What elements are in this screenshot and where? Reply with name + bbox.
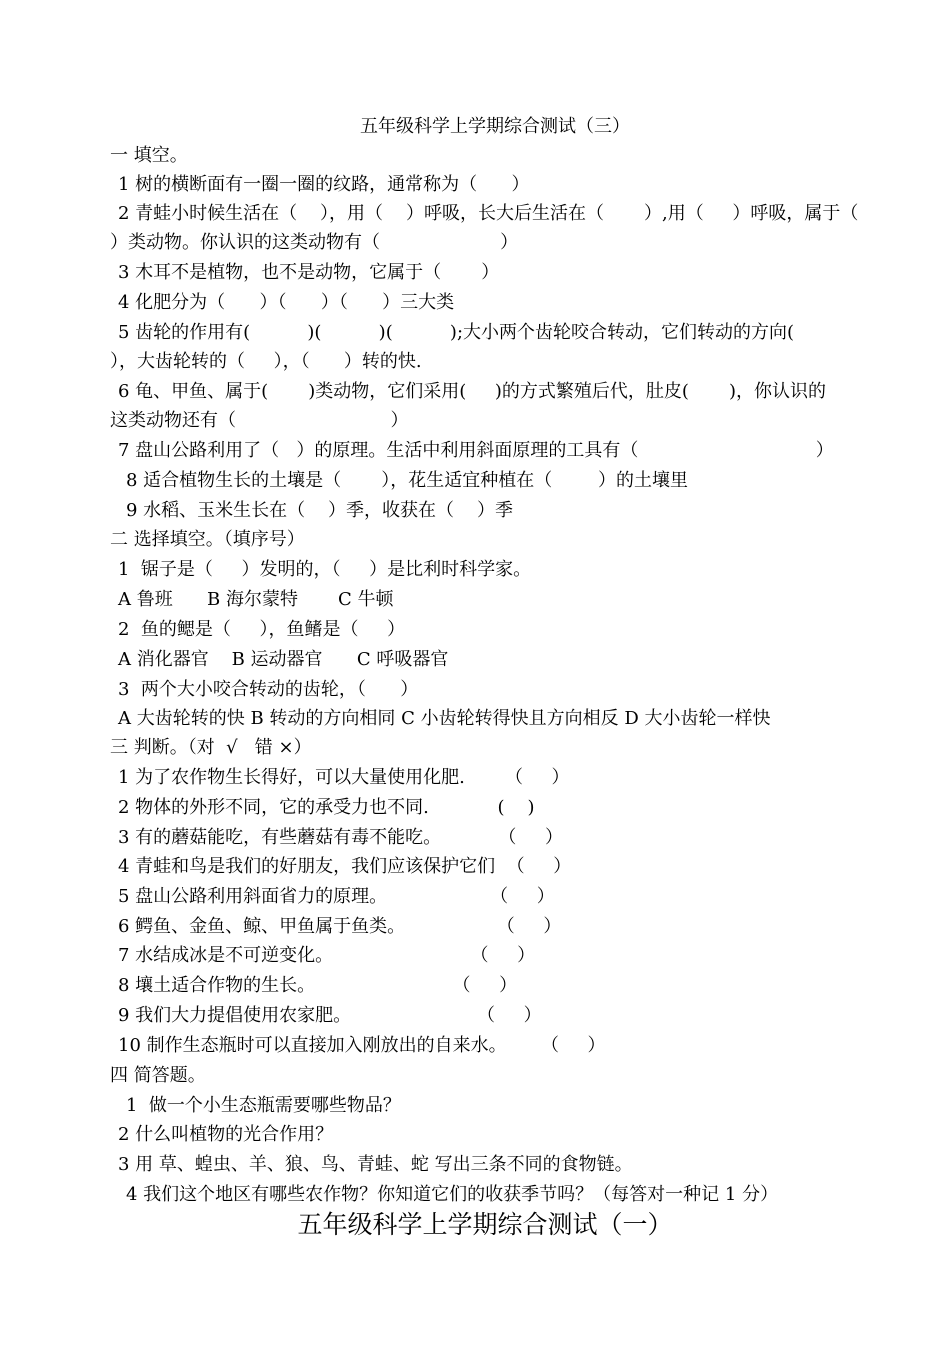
question-line: 9 水稻、玉米生长在（ ）季，收获在（ ）季: [126, 500, 513, 521]
question-line: 2 鱼的鳃是（ ），鱼鳍是（ ）: [118, 619, 406, 640]
section-heading-fill-blank: 一 填空。: [110, 145, 188, 166]
question-line: 7 盘山公路利用了（ ）的原理。生活中利用斜面原理的工具有（ ）: [118, 440, 834, 461]
question-line: 6 龟、甲鱼、属于( )类动物，它们采用( )的方式繁殖后代，肚皮( )，你认识的: [118, 381, 827, 402]
exam-title: 五年级科学上学期综合测试（三）: [360, 116, 630, 137]
question-line: 8 适合植物生长的土壤是（ ），花生适宜种植在（ ）的土壤里: [126, 470, 688, 491]
options-line: A 鲁班 B 海尔蒙特 C 牛顿: [118, 589, 394, 610]
question-line: 4 我们这个地区有哪些农作物？你知道它们的收获季节吗？（每答对一种记 1 分）: [126, 1184, 779, 1205]
section-heading-multiple-choice: 二 选择填空。（填序号）: [110, 529, 305, 550]
question-line: 8 壤土适合作物的生长。 （ ）: [118, 975, 518, 996]
question-line: ），大齿轮转的（ ），（ ）转的快.: [110, 351, 422, 372]
question-line: 5 盘山公路利用斜面省力的原理。 （ ）: [118, 886, 555, 907]
question-line: 2 物体的外形不同，它的承受力也不同. ( ): [118, 797, 535, 818]
section-heading-true-false: 三 判断。（对 √ 错 ×）: [110, 737, 312, 758]
question-line: 1 为了农作物生长得好，可以大量使用化肥. （ ）: [118, 767, 570, 788]
question-line: 6 鳄鱼、金鱼、鲸、甲鱼属于鱼类。 （ ）: [118, 916, 562, 937]
section-heading-short-answer: 四 简答题。: [110, 1065, 206, 1086]
question-line: 3 有的蘑菇能吃，有些蘑菇有毒不能吃。 （ ）: [118, 827, 563, 848]
question-line: 4 青蛙和鸟是我们的好朋友，我们应该保护它们 （ ）: [118, 856, 572, 877]
question-line: 9 我们大力提倡使用农家肥。 （ ）: [118, 1005, 542, 1026]
question-line: 2 青蛙小时候生活在（ ），用（ ）呼吸，长大后生活在（ ）,用（ ）呼吸，属于（: [118, 203, 859, 224]
question-line: 3 两个大小咬合转动的齿轮，（ ）: [118, 679, 419, 700]
question-line: 3 用 草、蝗虫、羊、狼、鸟、青蛙、蛇 写出三条不同的食物链。: [118, 1154, 633, 1175]
question-line: 10 制作生态瓶时可以直接加入刚放出的自来水。 （ ）: [118, 1035, 606, 1056]
question-line: 2 什么叫植物的光合作用？: [118, 1124, 334, 1145]
question-line: ）类动物。你认识的这类动物有（ ）: [110, 232, 519, 253]
question-line: 3 木耳不是植物，也不是动物，它属于（ ）: [118, 262, 500, 283]
question-line: 1 树的横断面有一圈一圈的纹路，通常称为（ ）: [118, 174, 530, 195]
question-line: 7 水结成冰是不可逆变化。 （ ）: [118, 945, 536, 966]
options-line: A 大齿轮转的快 B 转动的方向相同 C 小齿轮转得快且方向相反 D 大小齿轮一样快: [118, 708, 771, 729]
question-line: 5 齿轮的作用有( )( )( );大小两个齿轮咬合转动，它们转动的方向(: [118, 322, 795, 343]
question-line: 1 做一个小生态瓶需要哪些物品？: [126, 1095, 401, 1116]
question-line: 这类动物还有（ ）: [110, 410, 409, 431]
question-line: 4 化肥分为（ ）（ ）（ ）三大类: [118, 292, 455, 313]
question-line: 1 锯子是（ ）发明的，（ ）是比利时科学家。: [118, 559, 532, 580]
next-exam-title: 五年级科学上学期综合测试（一）: [297, 1210, 673, 1239]
options-line: A 消化器官 B 运动器官 C 呼吸器官: [118, 649, 449, 670]
